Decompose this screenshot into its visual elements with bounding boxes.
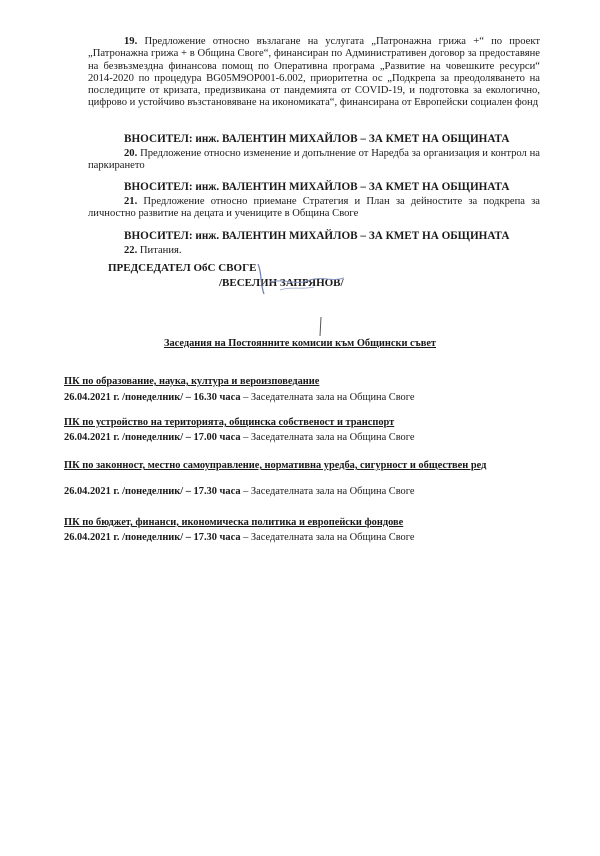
agenda-item-21-submitter: ВНОСИТЕЛ: инж. ВАЛЕНТИН МИХАЙЛОВ – ЗА КМЕТ НА ОБЩИНАТА xyxy=(124,230,510,242)
signature-name: /ВЕСЕЛИН ЗАПРЯНОВ/ xyxy=(219,277,344,289)
agenda-item-text: Питания. xyxy=(139,245,182,256)
agenda-item-number: 22. xyxy=(124,245,138,256)
committee-schedule xyxy=(64,486,415,497)
pen-mark-icon xyxy=(317,316,325,338)
committee-date: 26.04.2021 г. /понеделник/ – 16.30 часа xyxy=(64,392,241,403)
section-title: Заседания на Постоянните комисии към Общински съвет xyxy=(163,338,437,349)
committee-date: 26.04.2021 г. /понеделник/ – 17.30 часа xyxy=(64,486,241,497)
agenda-item-number: 20. xyxy=(124,148,138,159)
signature-role: ПРЕДСЕДАТЕЛ ОбС СВОГЕ xyxy=(108,262,257,274)
committee-place: – Заседателната зала на Община Своге xyxy=(240,486,415,497)
committee-date: 26.04.2021 г. /понеделник/ – 17.00 часа xyxy=(64,432,241,443)
committee-title: ПК по законност, местно самоуправление, нормативна уредба, сигурност и обществен ред xyxy=(64,460,487,471)
committee-schedule xyxy=(64,392,415,403)
agenda-item-22 xyxy=(88,245,540,257)
agenda-item-text: Предложение относно приемане Стратегия и План за дейностите за подкрепа за личностно развитие на децата и учениците в Община Своге xyxy=(88,196,540,220)
committee-place: – Заседателната зала на Община Своге xyxy=(240,532,415,543)
agenda-item-number: 21. xyxy=(124,196,138,207)
agenda-item-20 xyxy=(88,148,540,173)
agenda-item-21 xyxy=(88,196,540,221)
committee-title: ПК по бюджет, финанси, икономическа политика и европейски фондове xyxy=(64,517,404,528)
agenda-item-20-submitter: ВНОСИТЕЛ: инж. ВАЛЕНТИН МИХАЙЛОВ – ЗА КМЕТ НА ОБЩИНАТА xyxy=(124,181,510,193)
committee-place: – Заседателната зала на Община Своге xyxy=(240,432,415,443)
committee-title: ПК по образование, наука, култура и вероизповедание xyxy=(64,376,320,387)
committee-title: ПК по устройство на територията, общинска собственост и транспорт xyxy=(64,417,395,428)
committee-date: 26.04.2021 г. /понеделник/ – 17.30 часа xyxy=(64,532,241,543)
agenda-item-19-submitter: ВНОСИТЕЛ: инж. ВАЛЕНТИН МИХАЙЛОВ – ЗА КМЕТ НА ОБЩИНАТА xyxy=(124,133,510,145)
agenda-item-text: Предложение относно възлагане на услугата „Патронажна грижа +“ по проект „Патронажна грижа + в Община Своге“, финансиран по Административен договор за предоставяне на безвъзмездна финансова помощ по Оперативна програма „Развитие на човешките ресурси“ 2014-2020 по процедура BG05M9OP001-6.002, приоритетна ос „Подкрепа за преодоляването на последиците от кризата, предизвикана от пандемията от COVID-19, и подготовка за екологично, цифрово и устойчиво възстановяване на икономиката“, финансирана от Европейски социален фонд xyxy=(88,36,540,109)
agenda-item-number: 19. xyxy=(124,36,138,47)
agenda-item-19 xyxy=(88,36,540,110)
agenda-item-text: Предложение относно изменение и допълнение от Наредба за организация и контрол на паркирането xyxy=(88,148,540,172)
committee-place: – Заседателната зала на Община Своге xyxy=(240,392,415,403)
committee-schedule xyxy=(64,532,415,543)
committee-schedule xyxy=(64,432,415,443)
handwritten-signature-icon xyxy=(240,260,360,300)
